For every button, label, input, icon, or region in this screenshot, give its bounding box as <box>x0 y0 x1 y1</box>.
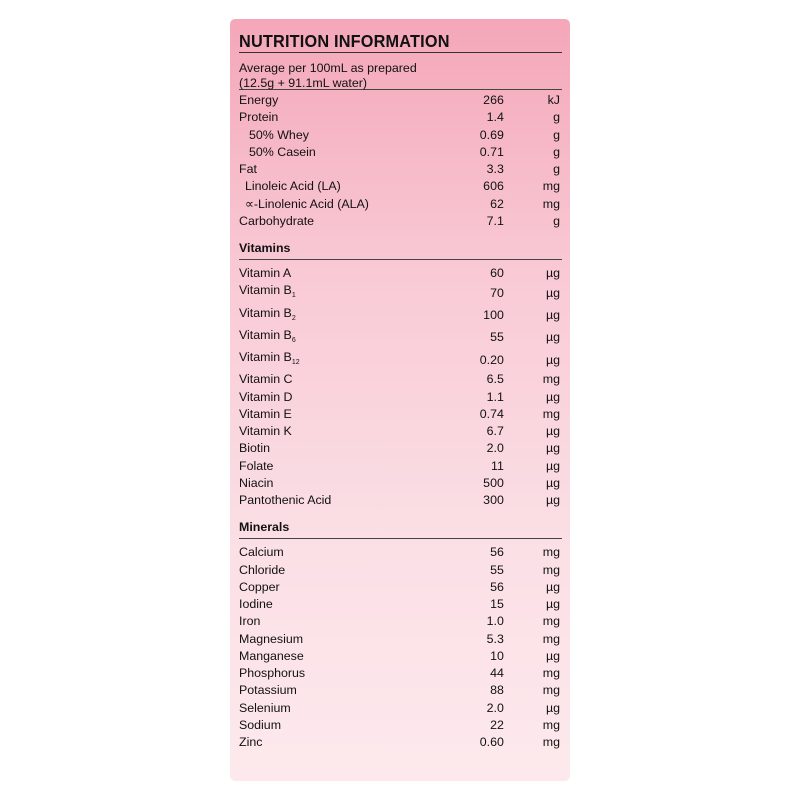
macro-row <box>239 213 562 230</box>
nutrient-unit: µg <box>545 352 560 367</box>
nutrient-unit: µg <box>545 493 560 507</box>
mineral-row <box>239 717 562 734</box>
nutrient-name: ∝-Linolenic Acid (ALA) <box>245 196 369 211</box>
nutrient-value: 6.5 <box>486 372 504 387</box>
vitamin-row <box>239 475 562 492</box>
mineral-row <box>239 544 562 561</box>
nutrient-unit: g <box>553 162 560 176</box>
nutrient-unit: µg <box>545 441 560 456</box>
mineral-row <box>239 734 562 751</box>
nutrient-unit: µg <box>545 330 560 345</box>
vitamin-row <box>239 440 562 457</box>
nutrient-name: Energy <box>239 93 279 107</box>
macros-table <box>239 92 562 230</box>
nutrient-unit: mg <box>542 179 560 194</box>
mineral-row <box>239 579 562 596</box>
nutrient-unit: kJ <box>547 93 560 107</box>
nutrient-unit: µg <box>545 424 560 438</box>
nutrient-name: Vitamin C <box>239 372 293 387</box>
nutrient-value: 0.71 <box>479 144 504 159</box>
vitamin-row <box>239 349 562 371</box>
mineral-row <box>239 631 562 648</box>
nutrient-unit: g <box>553 213 560 228</box>
serving-line-1: Average per 100mL as prepared <box>239 61 417 75</box>
nutrient-unit: mg <box>542 614 560 629</box>
nutrient-value: 2.0 <box>486 700 504 715</box>
nutrient-value: 500 <box>483 475 504 490</box>
nutrient-name: Vitamin A <box>239 266 292 280</box>
nutrient-value: 62 <box>490 196 504 211</box>
nutrient-name: Linoleic Acid (LA) <box>245 179 341 194</box>
nutrient-name: Calcium <box>239 545 284 560</box>
nutrient-name: Vitamin K <box>239 424 292 438</box>
serving-info <box>239 53 562 89</box>
nutrient-name: Selenium <box>239 700 291 715</box>
nutrient-unit: µg <box>545 266 560 280</box>
nutrient-value: 0.20 <box>479 352 504 367</box>
nutrient-name: Vitamin $B_{12}$ <box>239 350 300 366</box>
macro-row <box>239 92 562 109</box>
nutrient-unit: µg <box>545 597 560 611</box>
nutrient-name: Pantothenic Acid <box>239 493 332 507</box>
nutrient-value: 3.3 <box>486 162 504 176</box>
minerals-table <box>239 544 562 751</box>
nutrient-unit: mg <box>542 562 560 577</box>
nutrient-unit: mg <box>542 683 560 698</box>
macro-row <box>239 161 562 178</box>
mineral-row <box>239 648 562 665</box>
nutrient-name: Magnesium <box>239 631 304 646</box>
nutrient-unit: µg <box>545 475 560 490</box>
nutrient-value: 606 <box>483 179 504 194</box>
nutrient-name: 50% Whey <box>249 127 309 142</box>
nutrient-name: Vitamin $B_1$ <box>239 283 296 300</box>
nutrient-value: 15 <box>490 597 504 611</box>
nutrient-unit: µg <box>545 285 560 300</box>
nutrient-value: 56 <box>490 545 504 560</box>
vitamin-row <box>239 423 562 440</box>
nutrient-unit: g <box>553 127 560 142</box>
nutrient-value: 55 <box>490 562 504 577</box>
nutrition-panel <box>230 19 570 781</box>
nutrient-unit: mg <box>542 717 560 732</box>
nutrient-name: Biotin <box>239 441 270 456</box>
nutrient-value: 6.7 <box>486 424 504 438</box>
vitamin-row <box>239 282 562 304</box>
nutrient-name: Vitamin D <box>239 389 293 404</box>
vitamins-heading: Vitamins <box>239 241 291 255</box>
nutrient-name: 50% Casein <box>249 144 316 159</box>
nutrient-value: 1.1 <box>486 389 504 404</box>
nutrient-name: Phosphorus <box>239 666 306 680</box>
nutrient-name: Fat <box>239 162 257 176</box>
nutrient-name: Iodine <box>239 597 273 611</box>
nutrient-value: 100 <box>483 308 504 322</box>
nutrient-unit: µg <box>545 579 560 594</box>
nutrient-name: Protein <box>239 110 279 125</box>
nutrient-name: Manganese <box>239 648 304 663</box>
nutrient-unit: µg <box>545 700 560 715</box>
nutrient-value: 0.69 <box>479 127 504 142</box>
nutrient-name: Iron <box>239 614 261 629</box>
nutrient-unit: mg <box>542 196 560 211</box>
nutrient-name: Carbohydrate <box>239 213 315 228</box>
nutrient-name: Vitamin E <box>239 406 292 421</box>
nutrient-value: 44 <box>490 666 504 680</box>
nutrient-value: 11 <box>490 458 504 473</box>
mineral-row <box>239 682 562 699</box>
nutrient-unit: mg <box>542 406 560 421</box>
mineral-row <box>239 613 562 630</box>
mineral-row <box>239 596 562 613</box>
nutrient-value: 266 <box>483 93 504 107</box>
nutrient-name: Copper <box>239 579 280 594</box>
nutrient-name: Folate <box>239 458 274 473</box>
nutrient-value: 1.4 <box>486 110 504 125</box>
nutrient-unit: mg <box>542 735 560 749</box>
nutrient-name: Niacin <box>239 475 274 490</box>
nutrient-value: 7.1 <box>486 213 504 228</box>
nutrient-unit: µg <box>545 648 560 663</box>
nutrient-name: Vitamin $B_6$ <box>239 327 296 344</box>
macro-row <box>239 144 562 161</box>
nutrient-name: Chloride <box>239 562 286 577</box>
nutrient-value: 88 <box>490 683 504 698</box>
nutrient-unit: mg <box>542 666 560 680</box>
vitamin-row <box>239 327 562 349</box>
vitamin-row <box>239 458 562 475</box>
nutrient-unit: mg <box>542 545 560 560</box>
vitamin-row <box>239 389 562 406</box>
vitamin-row <box>239 371 562 388</box>
nutrient-value: 70 <box>490 285 504 300</box>
macro-row <box>239 196 562 213</box>
vitamins-table <box>239 265 562 509</box>
nutrient-unit: g <box>553 144 560 159</box>
vitamin-row <box>239 265 562 282</box>
nutrient-name: Vitamin $B_2$ <box>239 305 296 322</box>
nutrient-unit: µg <box>545 458 560 473</box>
nutrient-value: 1.0 <box>486 614 504 629</box>
nutrient-unit: mg <box>542 631 560 646</box>
nutrient-unit: µg <box>545 308 560 322</box>
nutrient-value: 22 <box>490 717 504 732</box>
vitamin-row <box>239 406 562 423</box>
mineral-row <box>239 665 562 682</box>
nutrient-unit: mg <box>542 372 560 387</box>
nutrient-name: Zinc <box>239 735 263 749</box>
minerals-heading: Minerals <box>239 520 290 535</box>
nutrient-value: 5.3 <box>486 631 504 646</box>
vitamin-row <box>239 305 562 327</box>
macro-row <box>239 109 562 126</box>
nutrient-unit: µg <box>545 389 560 404</box>
mineral-row <box>239 700 562 717</box>
vitamin-row <box>239 492 562 509</box>
nutrient-value: 2.0 <box>486 441 504 456</box>
mineral-row <box>239 562 562 579</box>
nutrient-value: 10 <box>490 648 504 663</box>
nutrient-value: 56 <box>490 579 504 594</box>
nutrient-unit: g <box>553 110 560 125</box>
nutrient-value: 60 <box>490 266 504 280</box>
panel-title: NUTRITION INFORMATION <box>239 31 450 51</box>
nutrient-name: Sodium <box>239 717 282 732</box>
nutrient-value: 55 <box>490 330 504 345</box>
nutrient-name: Potassium <box>239 683 297 698</box>
macro-row <box>239 127 562 144</box>
nutrient-value: 0.74 <box>479 406 504 421</box>
serving-line-2: (12.5g + 91.1mL water) <box>239 76 367 90</box>
nutrient-value: 0.60 <box>479 735 504 749</box>
nutrient-value: 300 <box>483 493 504 507</box>
macro-row <box>239 178 562 195</box>
